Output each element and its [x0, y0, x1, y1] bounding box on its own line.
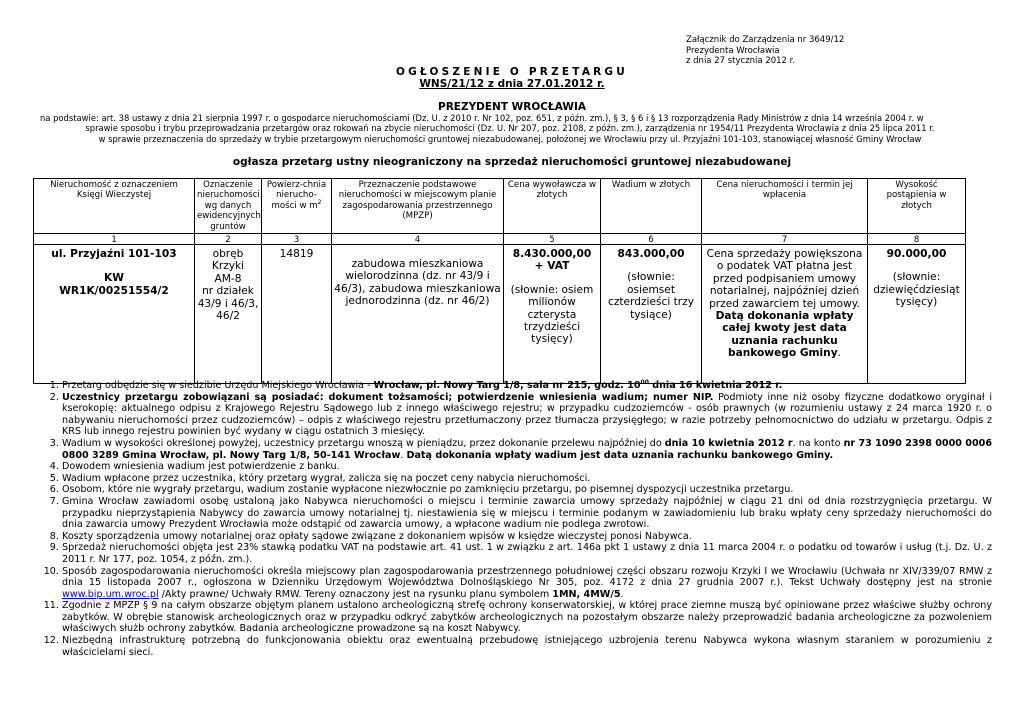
- column-number: 1: [34, 234, 195, 245]
- legal-basis-line-2: sprawie sposobu i trybu przeprowadzania przetargów oraz rokowań na zbycie nieruchomości (Dz. U. Nr 207, poz. 2108, z późn. zm.), zarządzenia nr 1954/11 Prezydenta Wrocławia z dnia 25 lipca 2011 r.: [85, 123, 935, 134]
- column-number: 6: [601, 234, 702, 245]
- legal-basis-line-3: w sprawie przeznaczenia do sprzedaży w trybie przetargowym nieruchomości gruntowej niezabudowanej, położonej we Wrocławiu przy ul. Przyjaźni 101-103, stanowiącej własność Gminy Wrocław: [98, 133, 922, 144]
- header-payment: Cena nieruchomości i termin jej wpłacenia: [702, 179, 868, 234]
- header-increment: Wysokość postąpienia w złotych: [868, 179, 966, 234]
- document-reference: WNS/21/12 z dnia 27.01.2012 r.: [419, 78, 605, 90]
- property-street: ul. Przyjaźni 101-103: [51, 248, 177, 261]
- header-purpose: Przeznaczenie podstawowe nieruchomości w miejscowym planie zagospodarowania przestrzennego (MPZP): [332, 179, 504, 234]
- header-starting-price: Cena wywoławcza w złotych: [504, 179, 601, 234]
- header-property: Nieruchomość z oznaczeniem Księgi Wieczystej: [34, 179, 195, 234]
- list-item: 12. Niezbędną infrastrukturę potrzebną do funkcjonowania obiektu oraz ewentualną przebudowę istniejącego uzbrojenia terenu Nabywca wykona własnym staraniem w porozumieniu z właścicielami sieci.: [62, 635, 992, 658]
- table-row: [34, 245, 966, 384]
- column-number-row: [34, 234, 966, 245]
- deposit-cell: 843.000,00 (słownie: osiemset czterdzieści trzy tysiące): [601, 245, 702, 384]
- header-parcel: Oznaczenie nieruchomości wg danych ewidencyjnych gruntów: [195, 179, 262, 234]
- increment-cell: 90.000,00 (słownie: dziewięćdziesiąt tysięcy): [868, 245, 966, 384]
- column-number: 8: [868, 234, 966, 245]
- list-item: 4. Dowodem wniesienia wadium jest potwierdzenie z banku.: [62, 461, 992, 473]
- list-item: 10. Sposób zagospodarowania nieruchomości określa miejscowy plan zagospodarowania przestrzennego południowej części obszaru rozwoju Krzyki I we Wrocławiu (Uchwała nr XIV/339/07 RMW z dnia 15 listopada 2007 r., ogłoszona w Dzienniku Urzędowym Województwa Dolnośląskiego Nr 305, poz. 4172 z dnia 27 grudnia 2007 r.). Tekst Uchwały dostępny jest na stronie www.bip.um.wroc.pl /Akty prawne/ Uchwały RMW. Tereny oznaczony jest na rysunku planu symbolem 1MN, 4MW/5.: [62, 566, 992, 601]
- parcel-cell: obręb Krzyki AM-8 nr działek 43/9 i 46/3, 46/2: [195, 245, 262, 384]
- table-header-row: [34, 179, 966, 234]
- annex-line-1: Załącznik do Zarządzenia nr 3649/12: [686, 35, 845, 45]
- header-area: Powierz-chnia nierucho-mości w $m^2$: [262, 179, 332, 234]
- header-deposit: Wadium w złotych: [601, 179, 702, 234]
- list-item: 8. Koszty sporządzenia umowy notarialnej oraz opłaty sądowe związane z dokonaniem wpisów w księdze wieczystej ponosi Nabywca.: [62, 531, 992, 543]
- column-number: 3: [262, 234, 332, 245]
- list-item: 6. Osobom, które nie wygrały przetargu, wadium zostanie wypłacone niezwłocznie po zamknięciu przetargu, po pisemnej dyspozycji uczestnika przetargu.: [62, 484, 992, 496]
- starting-price-cell: 8.430.000,00 + VAT (słownie: osiem milionów czterysta trzydzieści tysięcy): [504, 245, 601, 384]
- list-item: 11. Zgodnie z MPZP § 9 na całym obszarze objętym planem ustalono archeologiczną strefę ochrony konserwatorskiej, w której prace ziemne muszą być opiniowane przez właściwe służby ochrony zabytków. W obrębie stanowisk archeologicznych oraz w przypadku odkryć zabytków archeologicznych na pozostałym obszarze należy przeprowadzić badania archeologiczne za pozwoleniem właściwych służb ochrony zabytków. Badania archeologiczne prowadzone są na koszt Nabywcy.: [62, 600, 992, 635]
- payment-cell: Cena sprzedaży powiększona o podatek VAT płatna jest przed podpisaniem umowy notarialnej, najpóźniej dzień przed zawarciem tej umowy. Datą dokonania wpłaty całej kwoty jest data uznania rachunku bankowego Gminy.: [702, 245, 868, 384]
- list-item: 7. Gmina Wrocław zawiadomi osobę ustaloną jako Nabywca nieruchomości o miejscu i terminie zawarcia umowy sprzedaży najpóźniej w ciągu 21 dni od dnia rozstrzygnięcia przetargu. W przypadku nieprzystąpienia Nabywcy do zawarcia umowy notarialnej tj. niestawienia się w miejscu i terminie podanym w zawiadomieniu lub braku wpłaty ceny sprzedaży nieruchomości do dnia zawarcia umowy Prezydent Wrocławia może odstąpić od zawarcia umowy, a wpłacone wadium nie podlega zwrotowi.: [62, 496, 992, 531]
- area-cell: 14819: [262, 245, 332, 384]
- list-item: 9. Sprzedaż nieruchomości objęta jest 23% stawką podatku VAT na podstawie art. 41 ust. 1 w związku z art. 146a pkt 1 ustawy z dnia 11 marca 2004 r. o podatku od towarów i usług (t.j. Dz. U. z 2011 r. Nr 177, poz. 1054, z późn. zm.).: [62, 542, 992, 565]
- announcement: ogłasza przetarg ustny nieograniczony na sprzedaż nieruchomości gruntowej niezabudowanej: [232, 156, 792, 168]
- legal-basis-line-1: na podstawie: art. 38 ustawy z dnia 21 sierpnia 1997 r. o gospodarce nieruchomościami (Dz. U. z 2010 r. Nr 102, poz. 651, z późn. zm.), § 3, § 6 i § 13 rozporządzenia Rady Ministrów z dnia 14 września 2004 r. w: [40, 113, 924, 123]
- purpose-cell: zabudowa mieszkaniowa wielorodzinna (dz. nr 43/9 i 46/3), zabudowa mieszkaniowa jednorodzinna (dz. nr 46/2): [332, 245, 504, 384]
- property-table: [33, 178, 966, 384]
- terms-list: [42, 380, 992, 658]
- annex-line-3: z dnia 27 stycznia 2012 r.: [686, 56, 796, 66]
- legal-basis: [40, 113, 980, 144]
- column-number: 5: [504, 234, 601, 245]
- list-item: 1. Przetarg odbędzie się w siedzibie Urzędu Miejskiego Wrocławia - Wrocław, pl. Nowy Targ 1/8, sala nr 215, godz. $10^{00}$ dnia 16 kwietnia 2012 r.: [62, 380, 992, 392]
- annex-line-2: Prezydenta Wrocławia: [686, 45, 780, 56]
- property-cell: [34, 245, 195, 384]
- land-register-number: WR1K/00251554/2: [59, 284, 169, 297]
- list-item: 5. Wadium wpłacone przez uczestnika, który przetarg wygrał, zalicza się na poczet ceny nabycia nieruchomości.: [62, 473, 992, 485]
- issuer-title: PREZYDENT WROCŁAWIA: [438, 101, 586, 113]
- document-heading: [0, 66, 1024, 90]
- land-register-label: KW: [104, 272, 124, 285]
- column-number: 7: [702, 234, 868, 245]
- column-number: 2: [195, 234, 262, 245]
- column-number: 4: [332, 234, 504, 245]
- bip-link[interactable]: www.bip.um.wroc.pl: [62, 588, 159, 600]
- annex-note: [686, 35, 844, 67]
- list-item: 2. Uczestnicy przetargu zobowiązani są posiadać: dokument tożsamości; potwierdzenie wniesienia wadium; numer NIP. Podmioty inne niż osoby fizyczne dodatkowo oryginał i kserokopię: aktualnego odpisu z Krajowego Rejestru Sądowego lub z innego właściwego rejestru; w przypadku cudzoziemców - osób prawnych (w rozumieniu ustawy z 24 marca 1920 r. o nabywaniu nieruchomości przez cudzoziemców) – odpis z właściwego rejestru przetłumaczony przez tłumacza przysięgłego; w razie potrzeby pełnomocnictwo do udziału w przetargu. Odpis z KRS lub innego rejestru powinien być wydany w ciągu ostatnich 3 miesięcy.: [62, 392, 992, 438]
- list-item: 3. Wadium w wysokości określonej powyżej, uczestnicy przetargu wnoszą w pieniądzu, przez dokonanie przelewu najpóźniej do dnia 10 kwietnia 2012 r. na konto nr 73 1090 2398 0000 0006 0800 3289 Gmina Wrocław, pl. Nowy Targ 1/8, 50-141 Wrocław. Datą dokonania wpłaty wadium jest data uznania rachunku bankowego Gminy.: [62, 438, 992, 461]
- document-title: OGŁOSZENIE O PRZETARGU: [396, 66, 628, 78]
